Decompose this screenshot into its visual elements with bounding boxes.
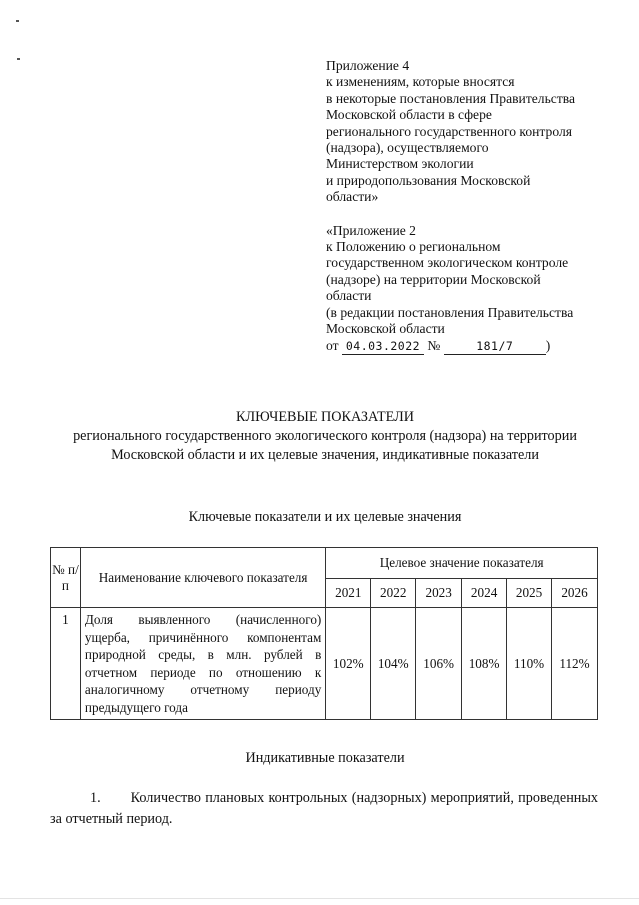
annex4-line: Министерством экологии (326, 156, 474, 172)
annex2-line: «Приложение 2 (326, 222, 416, 238)
annex4-line: области» (326, 189, 379, 205)
header-row-number: № п/п (51, 548, 81, 608)
annex-header (326, 58, 626, 355)
annex4-line: в некоторые постановления Правительства (326, 90, 576, 106)
row-number: 1 (51, 608, 81, 720)
scan-speck (17, 58, 20, 60)
annex2-line: (в редакции постановления Правительства (326, 304, 574, 320)
header-target-value: Целевое значение показателя (326, 548, 598, 579)
indicator-name: Доля выявленного (начисленного) ущерба, причинённого компонентам природной среды, в млн. рублей в отчетном периоде по отношению к аналогичному отчетному периоду предыдущего года (80, 608, 325, 720)
section-heading-indicative: Индикативные показатели (245, 750, 405, 766)
header-year: 2026 (552, 579, 598, 608)
annex4-line: регионального государственного контроля (326, 123, 572, 139)
decree-number: 181/7 (444, 338, 546, 355)
key-indicators-table (50, 547, 598, 720)
header-year: 2023 (416, 579, 462, 608)
header-year: 2024 (462, 579, 507, 608)
document-title (30, 408, 620, 465)
header-year: 2025 (507, 579, 552, 608)
title-main: КЛЮЧЕВЫЕ ПОКАЗАТЕЛИ (235, 409, 415, 425)
date-number-line (326, 338, 626, 355)
decree-date: 04.03.2022 (342, 338, 424, 355)
header-year: 2021 (326, 579, 371, 608)
target-value: 102% (326, 608, 371, 720)
header-year: 2022 (371, 579, 416, 608)
table-row (51, 608, 598, 720)
target-value: 104% (371, 608, 416, 720)
section-heading-key-indicators: Ключевые показатели и их целевые значения (188, 509, 462, 525)
annex2-line: государственном экологическом контроле (326, 255, 569, 271)
annex4-line: и природопользования Московской (326, 172, 531, 188)
title-line2: регионального государственного экологического контроля (надзора) на территории (73, 428, 577, 444)
annex4-line: к изменениям, которые вносятся (326, 74, 515, 90)
scan-speck (16, 20, 19, 22)
annex2-line: Московской области (326, 321, 445, 337)
target-value: 112% (552, 608, 598, 720)
annex2-line: (надзоре) на территории Московской (326, 271, 541, 287)
annex4-line: (надзора), осуществляемого (326, 140, 489, 156)
annex4-line: Московской области в сфере (326, 107, 492, 123)
date-suffix: ) (545, 337, 551, 353)
target-value: 110% (507, 608, 552, 720)
annex4-line: Приложение 4 (326, 58, 410, 73)
target-value: 106% (416, 608, 462, 720)
annex2-line: области (326, 288, 372, 304)
title-line3: Московской области и их целевые значения, индикативные показатели (111, 447, 539, 463)
date-prefix: от (326, 337, 339, 353)
target-value: 108% (462, 608, 507, 720)
annex2-line: к Положению о региональном (326, 239, 501, 255)
scan-edge (0, 898, 639, 899)
header-indicator-name: Наименование ключевого показателя (80, 548, 325, 608)
number-sign: № (427, 337, 441, 353)
indicative-item-1: 1. Количество плановых контрольных (надзорных) мероприятий, проведенных за отчетный период. (50, 790, 598, 827)
